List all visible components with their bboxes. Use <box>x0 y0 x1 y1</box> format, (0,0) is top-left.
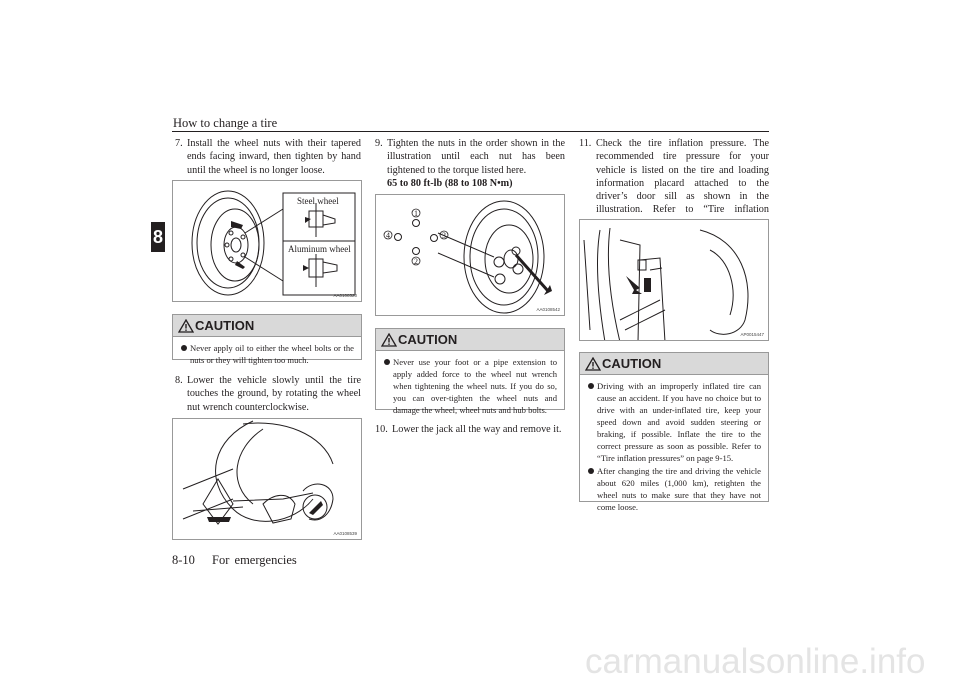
step-number: 8. <box>175 375 183 386</box>
section-name: For emergencies <box>212 553 297 567</box>
order-label-3: 3 <box>442 231 446 240</box>
caution-item: After changing the tire and driving the vehicle about 620 miles (1,000 km), retighten the wheel nuts to make sure that they have not come loose. <box>588 465 761 513</box>
figure-code: AA0108539 <box>333 531 357 536</box>
warning-triangle-icon <box>585 357 601 371</box>
caution-box-1 <box>172 314 362 365</box>
figure-code: AA0108520 <box>333 293 357 298</box>
page-number: 8-10 <box>172 553 195 567</box>
figure-door-placard <box>579 219 769 341</box>
caution-box-2 <box>375 328 565 415</box>
warning-triangle-icon <box>381 333 397 347</box>
step-text: Check the tire inflation pressure. The recommended tire pressure for your vehicle is listed on the tire and loading information placard attached to the driver’s door sill as shown in the illustration. Refer to “Tire inflation <box>596 138 769 216</box>
caution-item: Never use your foot or a pipe extension to apply added force to the wheel nut wrench when tightening the wheel nuts. If you do so, you can over-tighten the wheel nuts and damage the wheel, wheel nuts and hub bolts. <box>384 356 557 416</box>
step-9 <box>375 137 565 190</box>
caution-item: Never apply oil to either the wheel bolts or the nuts or they will tighten too much. <box>181 342 354 366</box>
caution-box-3 <box>579 352 769 512</box>
order-label-1: 1 <box>414 209 418 218</box>
watermark: carmanualsonline.info <box>585 642 926 679</box>
caution-item: Driving with an improperly inflated tire can cause an accident. If you have no choice but to drive with an under-inflated tire, keep your speed down and avoid sudden steering or braking, if possible. Inflate the tire to the correct pressure as soon as possible. Refer to “Tire inflation pressures” on page 9-15. <box>588 380 761 464</box>
header-title: How to change a tire <box>173 116 278 130</box>
step-number: 9. <box>375 138 383 149</box>
order-label-4: 4 <box>386 231 390 240</box>
order-label-2: 2 <box>414 257 418 266</box>
figure-wheel-nuts <box>172 180 362 302</box>
aluminum-wheel-label: Aluminum wheel <box>288 244 351 254</box>
figure-tighten-order <box>375 194 565 316</box>
step-text: Tighten the nuts in the order shown in the illustration until each nut has been tightened to the torque listed here. <box>387 138 565 176</box>
step-number: 11. <box>579 138 592 149</box>
figure-code: AP0015447 <box>740 332 764 337</box>
step-text: Lower the vehicle slowly until the tire touches the ground, by rotating the wheel nut wrench counterclockwise. <box>187 375 361 413</box>
figure-code: AA0108542 <box>536 307 560 312</box>
caution-header <box>173 315 361 337</box>
step-text: Install the wheel nuts with their tapered ends facing inward, then tighten by hand until the wheel is no longer loose. <box>187 138 361 176</box>
step-number: 10. <box>375 424 388 435</box>
step-11 <box>579 137 769 230</box>
figure-lower-jack <box>172 418 362 540</box>
header-rule <box>172 131 769 132</box>
step-text: Lower the jack all the way and remove it. <box>392 424 562 435</box>
torque-spec: 65 to 80 ft-lb (88 to 108 N•m) <box>387 177 513 189</box>
caution-title: CAUTION <box>398 332 458 347</box>
caution-title: CAUTION <box>602 356 662 371</box>
step-10 <box>375 423 565 436</box>
caution-header <box>376 329 564 351</box>
step-8 <box>175 374 361 414</box>
chapter-tab[interactable]: 8 <box>151 222 165 252</box>
caution-header <box>580 353 768 375</box>
step-7 <box>175 137 361 177</box>
caution-title: CAUTION <box>195 318 255 333</box>
footer <box>172 553 297 568</box>
step-number: 7. <box>175 138 183 149</box>
steel-wheel-label: Steel wheel <box>297 196 339 206</box>
warning-triangle-icon <box>178 319 194 333</box>
